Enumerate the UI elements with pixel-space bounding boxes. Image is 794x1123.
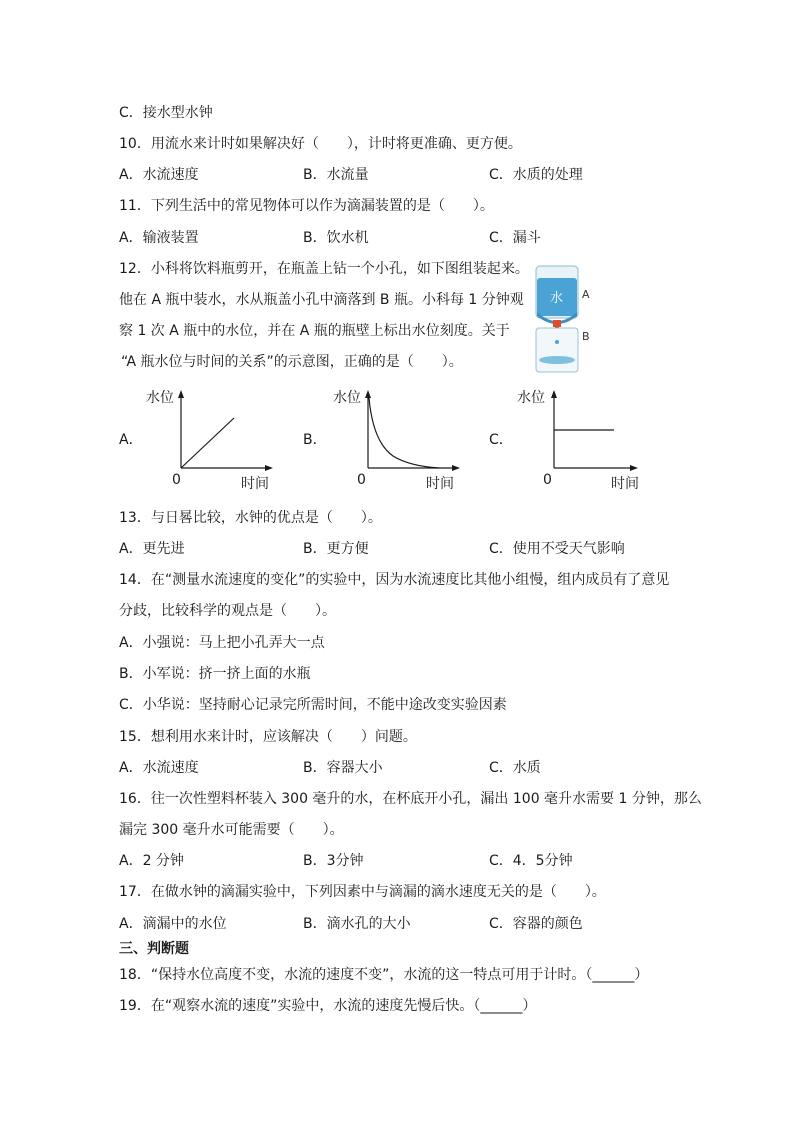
question-13-option-c: C．使用不受天气影响 — [489, 541, 625, 557]
question-12-stem-line-4: “A 瓶水位与时间的关系”的示意图，正确的是（ ）。 — [121, 354, 463, 370]
graph-c-xlabel: 时间 — [611, 476, 639, 492]
question-12-stem-line-3: 察 1 次 A 瓶中的水位，并在 A 瓶的瓶壁上标出水位刻度。关于 — [119, 323, 510, 339]
question-15-option-a: A．水流速度 — [119, 760, 199, 776]
graph-b-xlabel: 时间 — [426, 476, 454, 492]
question-16-option-a: A．2 分钟 — [119, 853, 184, 869]
question-18: 18．“保持水位高度不变，水流的速度不变”，水流的这一特点可用于计时。（______） — [119, 967, 649, 983]
question-14-stem-line-1: 14．在“测量水流速度的变化”的实验中，因为水流速度比其他小组慢，组内成员有了意见 — [119, 572, 670, 588]
question-17-option-b: B．滴水孔的大小 — [303, 916, 411, 932]
question-17-option-c: C．容器的颜色 — [489, 916, 583, 932]
graph-c-ylabel: 水位 — [517, 390, 545, 406]
question-13-option-a: A．更先进 — [119, 541, 185, 557]
question-15-stem: 15．想利用水来计时，应该解决（ ）问题。 — [119, 729, 417, 745]
question-9-option-c: C．接水型水钟 — [119, 105, 213, 121]
question-15-option-c: C．水质 — [489, 760, 541, 776]
graph-a-option-label: A． — [119, 432, 143, 448]
question-17-option-a: A．滴漏中的水位 — [119, 916, 227, 932]
question-11-option-b: B．饮水机 — [303, 230, 369, 246]
question-13-stem: 13．与日晷比较，水钟的优点是（ ）。 — [119, 510, 382, 526]
question-16-stem-line-1: 16．往一次性塑料杯装入 300 毫升的水，在杯底开小孔，漏出 100 毫升水需要 1 分钟，那么 — [119, 791, 702, 807]
graph-a-xlabel: 时间 — [241, 476, 269, 492]
graph-c-option-label: C． — [489, 432, 513, 448]
graph-a-ylabel: 水位 — [146, 390, 174, 406]
graph-c — [514, 386, 654, 494]
section-3-title: 三、判断题 — [119, 941, 189, 957]
graph-c-origin: 0 — [543, 472, 552, 488]
question-11-stem: 11．下列生活中的常见物体可以作为滴漏装置的是（ ）。 — [119, 198, 494, 214]
graph-b-ylabel: 水位 — [333, 390, 361, 406]
graph-a-origin: 0 — [172, 472, 181, 488]
question-14-option-a: A．小强说：马上把小孔弄大一点 — [119, 635, 325, 651]
question-16-stem-line-2: 漏完 300 毫升水可能需要（ ）。 — [119, 822, 344, 838]
question-10-stem: 10．用流水来计时如果解决好（ ），计时将更准确、更方便。 — [119, 136, 522, 152]
bottle-label-b: B — [582, 330, 590, 343]
question-19: 19．在“观察水流的速度”实验中，水流的速度先慢后快。（______） — [119, 998, 537, 1014]
question-15-option-b: B．容器大小 — [303, 760, 383, 776]
question-11-option-a: A．输液装置 — [119, 230, 199, 246]
question-17-stem: 17．在做水钟的滴漏实验中，下列因素中与滴漏的滴水速度无关的是（ ）。 — [119, 884, 606, 900]
question-16-option-b: B．3分钟 — [303, 853, 364, 869]
question-14-stem-line-2: 分歧，比较科学的观点是（ ）。 — [119, 603, 336, 619]
question-12-stem-line-1: 12．小科将饮料瓶剪开，在瓶盖上钻一个小孔，如下图组装起来。 — [119, 261, 529, 277]
question-10-option-b: B．水流量 — [303, 167, 369, 183]
bottle-illustration — [528, 262, 598, 374]
question-14-option-c: C．小华说：坚持耐心记录完所需时间，不能中途改变实验因素 — [119, 697, 507, 713]
question-16-option-c: C．4．5分钟 — [489, 853, 573, 869]
question-11-option-c: C．漏斗 — [489, 230, 541, 246]
bottle-water-label: 水 — [550, 291, 564, 306]
graph-a — [142, 386, 282, 494]
question-14-option-b: B．小军说：挤一挤上面的水瓶 — [119, 666, 311, 682]
graph-b — [329, 386, 469, 494]
graph-b-origin: 0 — [357, 472, 366, 488]
question-10-option-c: C．水质的处理 — [489, 167, 583, 183]
graph-b-option-label: B． — [303, 432, 327, 448]
bottle-label-a: A — [582, 288, 590, 301]
question-10-option-a: A．水流速度 — [119, 167, 199, 183]
question-12-stem-line-2: 他在 A 瓶中装水，水从瓶盖小孔中滴落到 B 瓶。小科每 1 分钟观 — [119, 292, 524, 308]
question-13-option-b: B．更方便 — [303, 541, 369, 557]
